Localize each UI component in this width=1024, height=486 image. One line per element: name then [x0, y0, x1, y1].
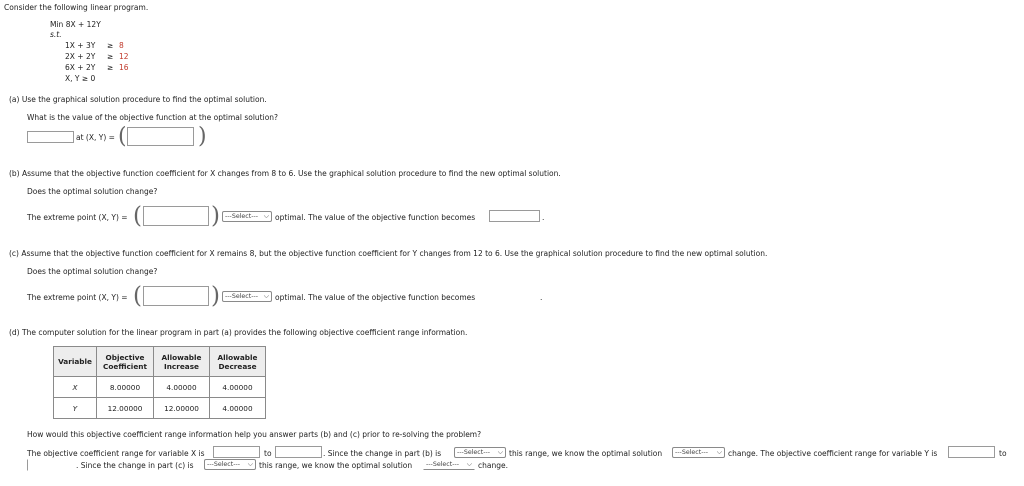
chevron-down-icon: ⌵: [497, 448, 503, 456]
constraint-2-lhs: 2X + 2Y: [65, 52, 96, 61]
cell-increase: 4.00000: [154, 377, 210, 398]
open-paren: (: [133, 283, 142, 309]
part-c-objective-input[interactable]: [489, 290, 543, 302]
part-b-extreme-label: The extreme point (X, Y) =: [27, 213, 128, 222]
table-row: [54, 377, 266, 398]
constraint-1-lhs: 1X + 3Y: [65, 41, 96, 50]
part-b-optimal-text: optimal. The value of the objective function becomes: [275, 213, 476, 222]
cell-coefficient: 8.00000: [97, 377, 154, 398]
close-paren: ): [211, 283, 220, 309]
part-a-label: (a) Use the graphical solution procedure to find the optimal solution.: [9, 95, 267, 104]
part-b-period: .: [542, 213, 545, 222]
part-d-question: How would this objective coefficient range information help you answer parts (b) and (c) prior to re-solving the problem?: [27, 430, 482, 439]
part-c-optimal-text: optimal. The value of the objective function becomes: [275, 293, 476, 302]
part-c-label: (c) Assume that the objective function coefficient for X remains 8, but the objective function coefficient for Y changes from 12 to 6. Use the graphical solution procedure to find the new optimal solution.: [9, 249, 768, 258]
part-b-range-select[interactable]: ---Select--- ⌵: [454, 447, 506, 458]
part-b-question: Does the optimal solution change?: [27, 187, 158, 196]
chevron-down-icon: ⌵: [466, 460, 472, 468]
range-table: [53, 346, 266, 419]
chevron-down-icon: ⌵: [716, 448, 722, 456]
cell-variable: X: [54, 377, 97, 398]
part-c-extreme-label: The extreme point (X, Y) =: [27, 293, 128, 302]
header-allowable-increase: Allowable Increase: [154, 347, 210, 377]
cell-decrease: 4.00000: [210, 398, 266, 419]
objective-function: Min 8X + 12Y: [50, 20, 101, 29]
part-c-change-text: . Since the change in part (c) is: [76, 461, 194, 470]
part-b-label: (b) Assume that the objective function coefficient for X changes from 8 to 6. Use the graphical solution procedure to find the new optimal solution.: [9, 169, 561, 178]
header-allowable-decrease: Allowable Decrease: [210, 347, 266, 377]
open-paren: (: [118, 124, 127, 149]
chevron-down-icon: ⌵: [263, 212, 269, 220]
constraint-2-op: ≥: [107, 52, 114, 61]
constraint-2-rhs: 12: [119, 52, 129, 61]
part-a-question: What is the value of the objective function at the optimal solution?: [27, 113, 279, 122]
part-c-range-select[interactable]: ---Select--- ⌵: [204, 459, 256, 470]
objective-value-input[interactable]: [27, 131, 74, 143]
part-d-label: (d) The computer solution for the linear program in part (a) provides the following objective coefficient range information.: [9, 328, 468, 337]
constraint-3-rhs: 16: [119, 63, 129, 72]
part-c-change-select[interactable]: ---Select--- ⌵: [222, 291, 272, 302]
range-y-text: change. The objective coefficient range for variable Y is: [728, 449, 938, 458]
constraint-1-rhs: 8: [119, 41, 124, 50]
optimal-solution-text: this range, we know the optimal solution: [509, 449, 663, 458]
open-paren: (: [133, 203, 142, 229]
part-c-question: Does the optimal solution change?: [27, 267, 158, 276]
table-row: [54, 398, 266, 419]
close-paren: ): [198, 124, 207, 149]
constraint-3-op: ≥: [107, 63, 114, 72]
header-objective-coefficient: Objective Coefficient: [97, 347, 154, 377]
constraint-1-op: ≥: [107, 41, 114, 50]
part-a-at-label: at (X, Y) =: [76, 133, 115, 142]
range-y-high-input[interactable]: [27, 459, 74, 471]
cell-decrease: 4.00000: [210, 377, 266, 398]
chevron-down-icon: ⌵: [247, 460, 253, 468]
range-y-low-input[interactable]: [948, 446, 995, 458]
range-x-to: to: [264, 449, 272, 458]
constraint-3-lhs: 6X + 2Y: [65, 63, 96, 72]
range-x-high-input[interactable]: [275, 446, 322, 458]
part-b-solution-select[interactable]: ---Select--- ⌵: [672, 447, 725, 458]
part-b-point-input[interactable]: [143, 206, 209, 226]
table-header-row: [54, 347, 266, 377]
part-c-solution-select[interactable]: ---Select--- ⌵: [423, 459, 475, 470]
part-c-period: .: [540, 293, 543, 302]
nonnegativity: X, Y ≥ 0: [65, 74, 96, 83]
part-a-point-input[interactable]: [127, 127, 194, 146]
range-x-text: The objective coefficient range for variable X is: [27, 449, 205, 458]
chevron-down-icon: ⌵: [263, 292, 269, 300]
header-variable: Variable: [54, 347, 97, 377]
part-c-point-input[interactable]: [143, 286, 209, 306]
cell-coefficient: 12.00000: [97, 398, 154, 419]
cell-variable: Y: [54, 398, 97, 419]
change-end-text: change.: [478, 461, 508, 470]
part-b-change-select[interactable]: ---Select--- ⌵: [222, 211, 272, 222]
part-b-objective-input[interactable]: [489, 210, 540, 222]
subject-to-label: s.t.: [50, 30, 62, 39]
range-x-low-input[interactable]: [213, 446, 260, 458]
close-paren: ): [211, 203, 220, 229]
optimal-solution-text-2: this range, we know the optimal solution: [259, 461, 413, 470]
intro-text: Consider the following linear program.: [4, 3, 149, 12]
part-b-change-text: . Since the change in part (b) is: [323, 449, 442, 458]
cell-increase: 12.00000: [154, 398, 210, 419]
range-y-to: to: [999, 449, 1007, 458]
